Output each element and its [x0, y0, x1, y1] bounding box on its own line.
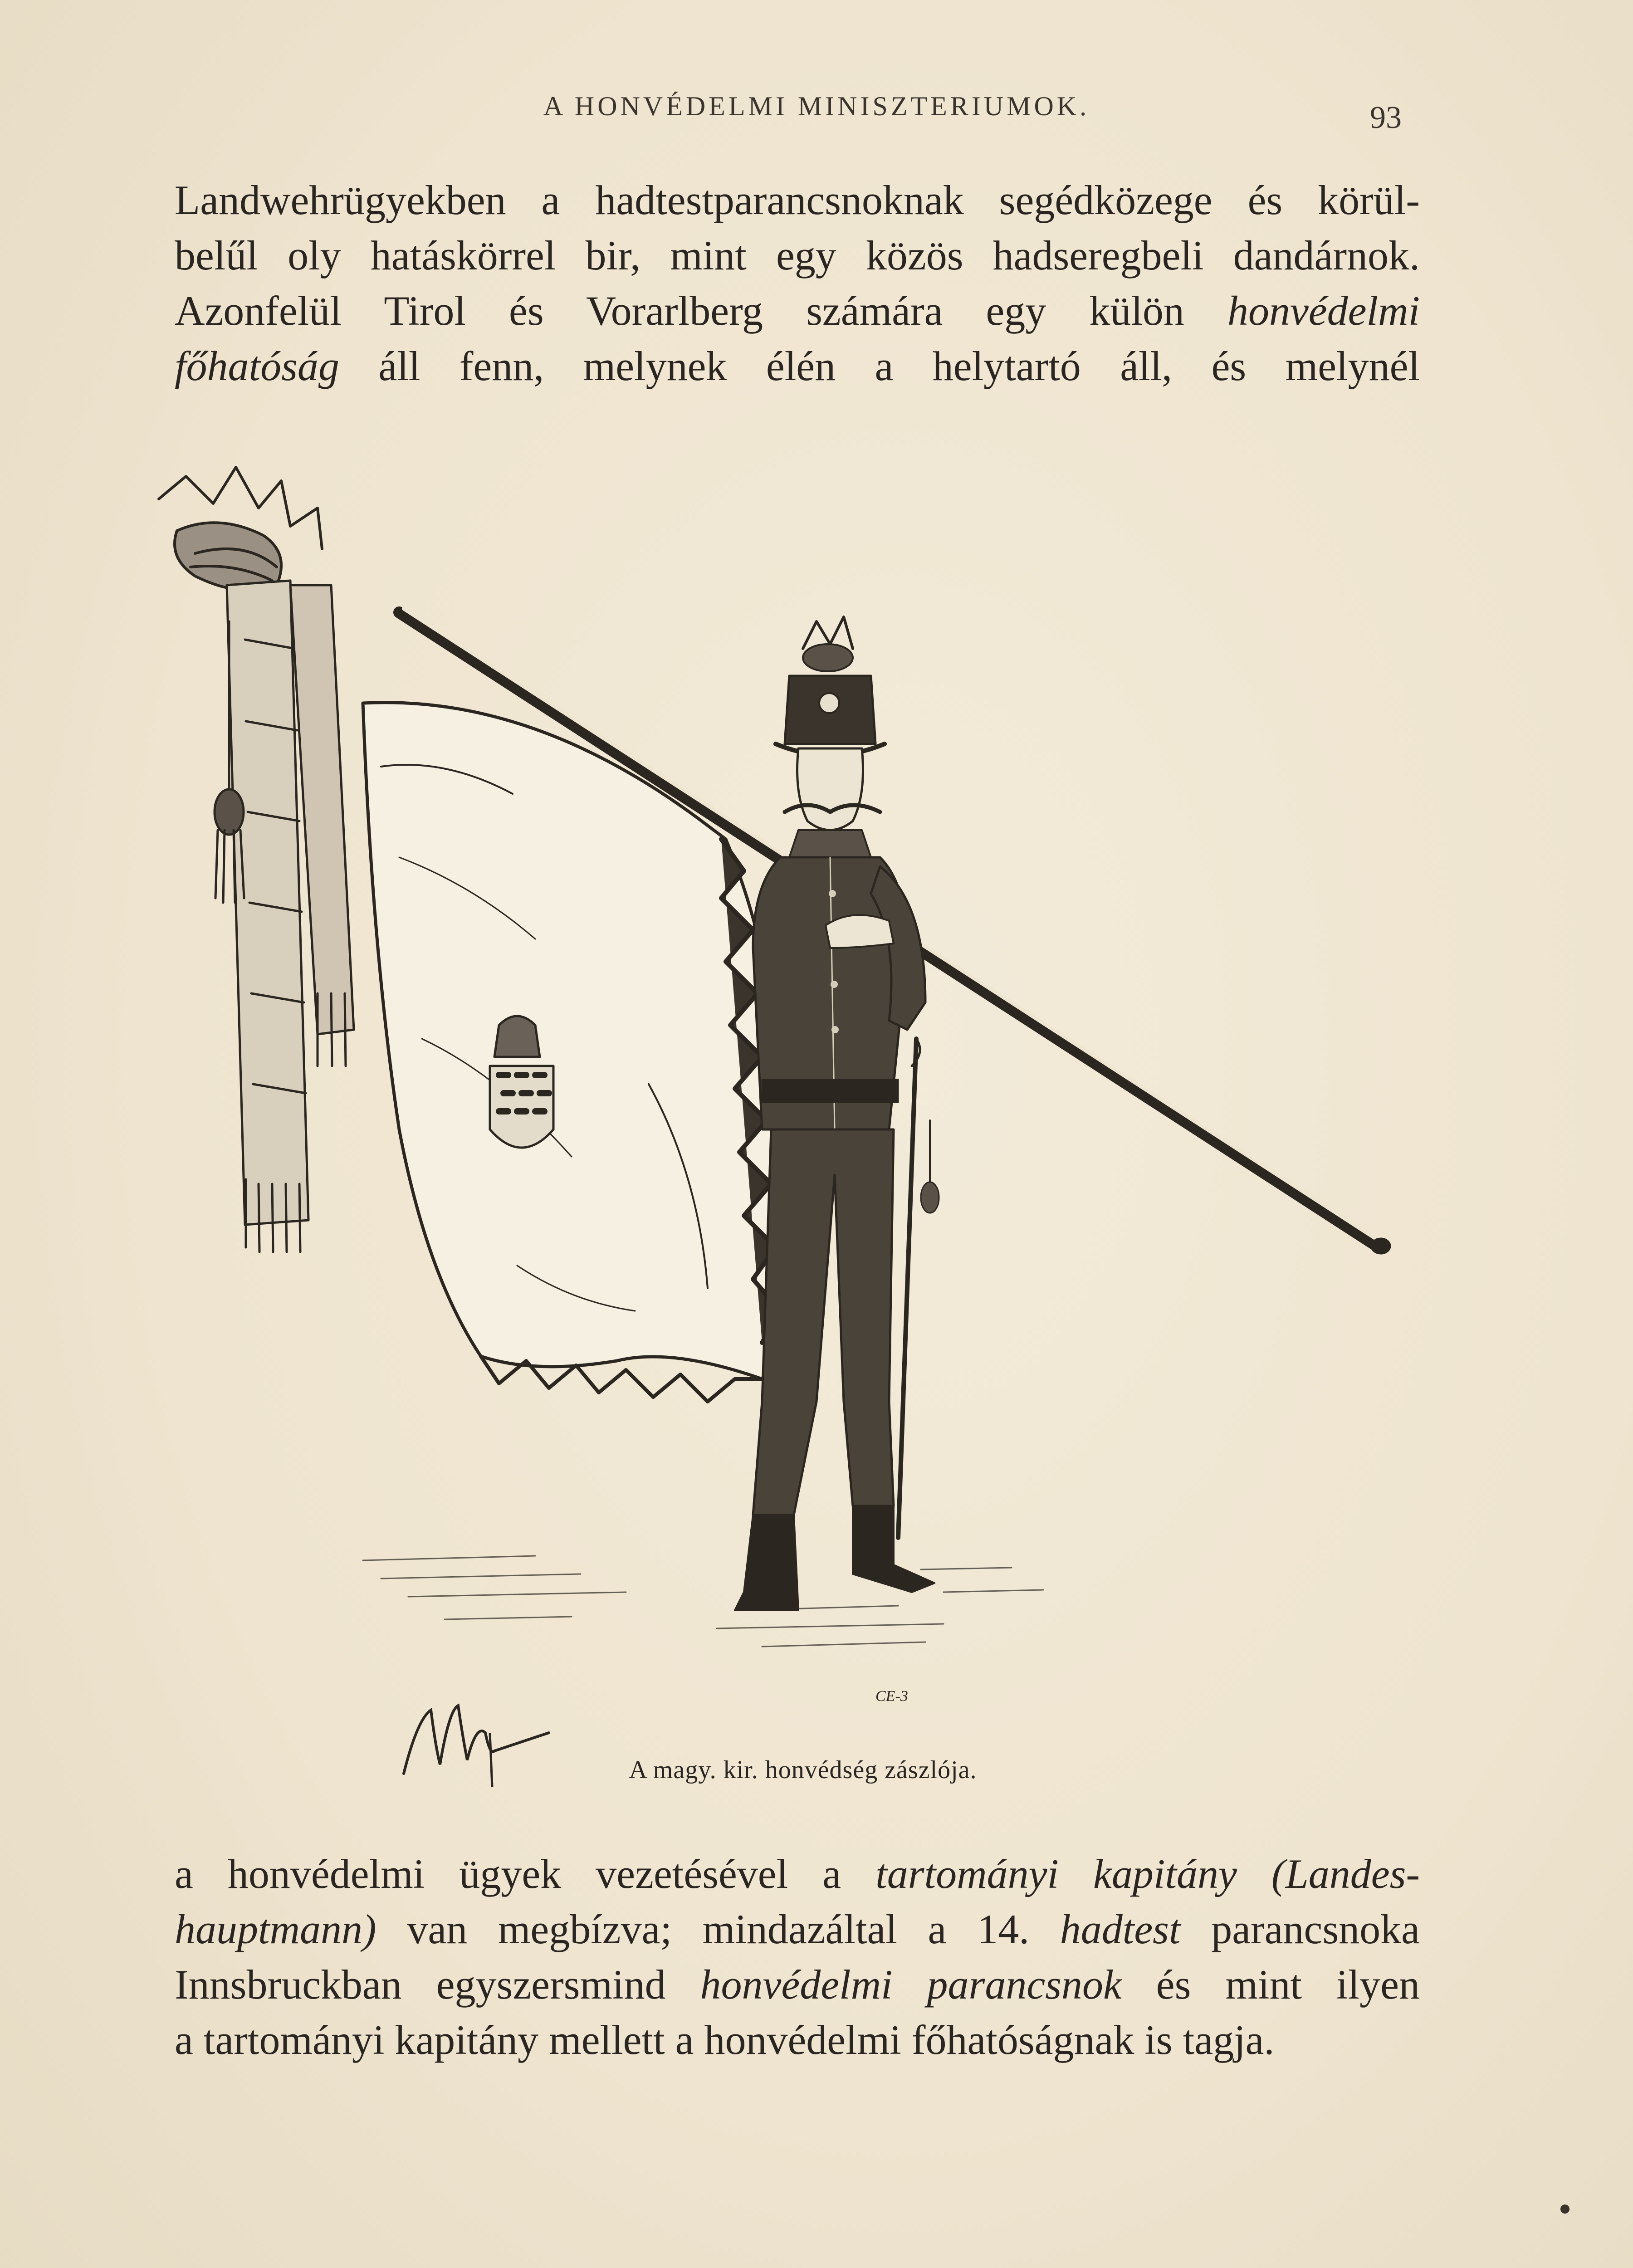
running-head: A HONVÉDELMI MINISZTERIUMOK. — [543, 91, 1090, 121]
paragraph-line: Innsbruckban egyszersmind honvédelmi parancsnok és mint ilyen — [175, 1961, 1420, 2008]
soldier-figure — [735, 617, 939, 1610]
engraver-mark: CE-3 — [875, 1688, 908, 1705]
flag-ribbons — [227, 581, 354, 1252]
paragraph-line: a tartományi kapitány mellett a honvédelmi főhatóságnak is tagja. — [175, 2017, 1275, 2063]
figure-caption: A magy. kir. honvédség zászlója. — [629, 1756, 977, 1784]
flag-bearer-illustration — [127, 449, 1420, 1742]
paragraph-line: Azonfelül Tirol és Vorarlberg számára egy külön honvédelmi — [175, 288, 1420, 334]
paragraph-line: hauptmann) van megbízva; mindazáltal a 14. hadtest parancsnoka — [175, 1906, 1420, 1952]
ground-hatching — [363, 1556, 1043, 1647]
paragraph-line: Landwehrügyekben a hadtestparancsnoknak segédközege és körül- — [175, 177, 1420, 223]
paragraph-bottom — [175, 1846, 1420, 2068]
paragraph-line: főhatóság áll fenn, melynek élén a helytartó áll, és melynél — [175, 343, 1420, 389]
page-number: 93 — [1370, 100, 1402, 135]
pole-finial — [159, 467, 322, 590]
page-speck — [1560, 2204, 1569, 2214]
paragraph-line: belűl oly hatáskörrel bir, mint egy közös hadseregbeli dandárnok. — [175, 232, 1420, 279]
paragraph-top — [175, 172, 1420, 394]
artist-signature — [399, 1683, 553, 1792]
paragraph-line: a honvédelmi ügyek vezetésével a tartományi kapitány (Landes- — [175, 1851, 1420, 1897]
